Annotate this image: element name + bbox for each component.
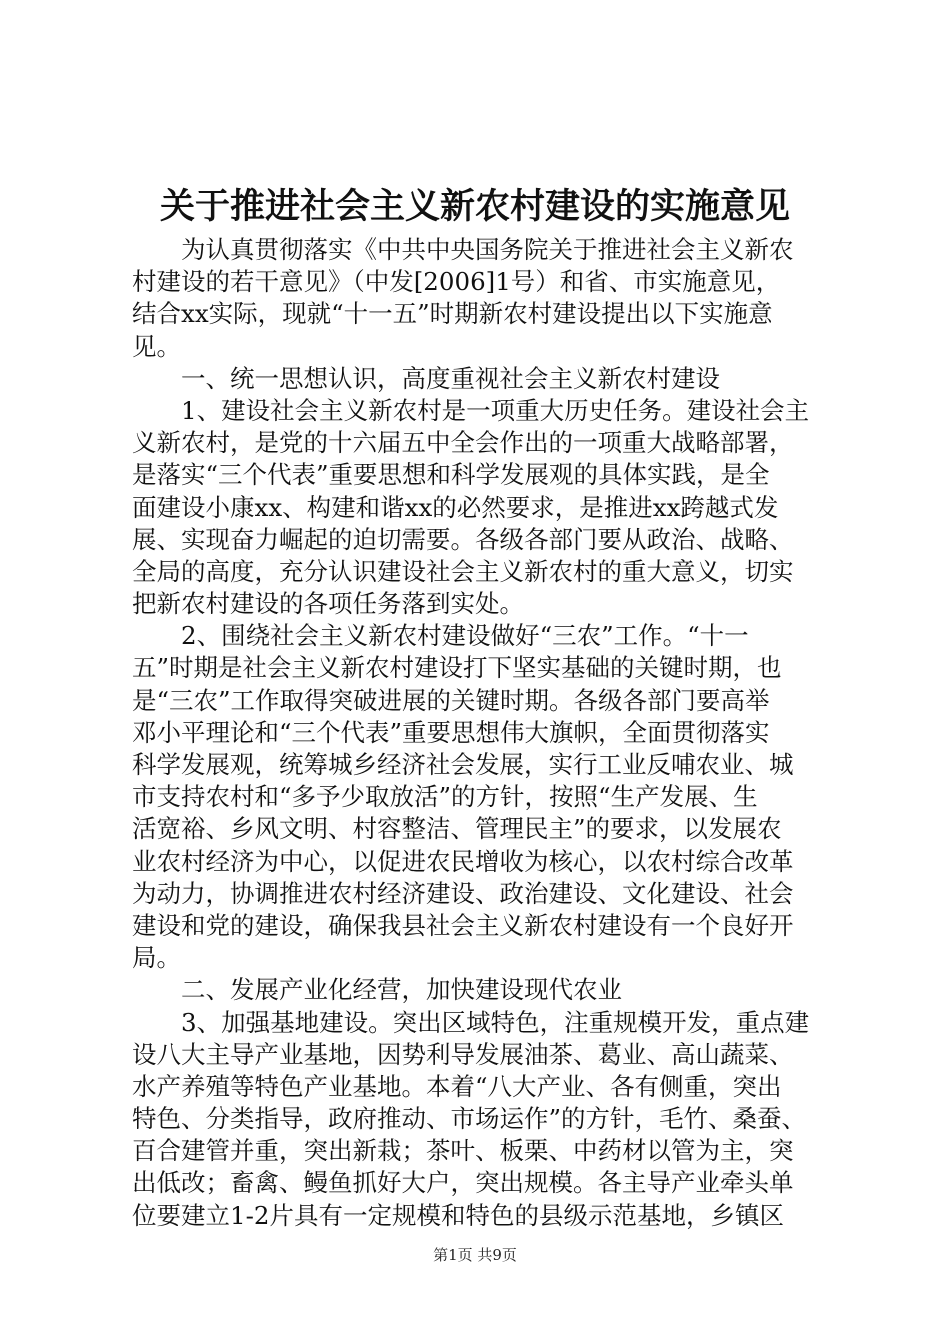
body-line: 展、实现奋力崛起的迫切需要。各级各部门要从政治、战略、	[132, 524, 794, 554]
body-line: 业农村经济为中心，以促进农民增收为核心，以农村综合改革	[132, 846, 794, 876]
body-line: 把新农村建设的各项任务落到实处。	[132, 589, 524, 619]
body-line: 百合建管并重，突出新栽；茶叶、板栗、中药材以管为主，突	[132, 1136, 794, 1166]
body-line: 结合xx实际，现就“十一五”时期新农村建设提出以下实施意	[132, 299, 773, 329]
body-line: 义新农村，是党的十六届五中全会作出的一项重大战略部署，	[132, 428, 794, 458]
body-line: 3、加强基地建设。突出区域特色，注重规模开发，重点建	[132, 1007, 810, 1037]
body-line: 设八大主导产业基地，因势利导发展油茶、葛业、高山蔬菜、	[132, 1039, 794, 1069]
body-line: 面建设小康xx、构建和谐xx的必然要求，是推进xx跨越式发	[132, 492, 779, 522]
body-line: 2、围绕社会主义新农村建设做好“三农”工作。“十一	[132, 621, 749, 651]
body-line: 活宽裕、乡风文明、村容整洁、管理民主”的要求，以发展农	[132, 814, 782, 844]
body-line: 五”时期是社会主义新农村建设打下坚实基础的关键时期，也	[132, 653, 782, 683]
body-line: 是落实“三个代表”重要思想和科学发展观的具体实践，是全	[132, 460, 770, 490]
body-line: 为动力，协调推进农村经济建设、政治建设、文化建设、社会	[132, 878, 794, 908]
body-line: 见。	[132, 331, 181, 361]
body-line: 局。	[132, 943, 181, 973]
section-heading-2: 二、发展产业化经营，加快建设现代农业	[132, 975, 622, 1005]
body-line: 村建设的若干意见》（中发[2006]1号）和省、市实施意见，	[132, 267, 781, 297]
body-line: 1、建设社会主义新农村是一项重大历史任务。建设社会主	[132, 395, 810, 425]
body-line: 科学发展观，统筹城乡经济社会发展，实行工业反哺农业、城	[132, 750, 794, 779]
section-heading-1: 一、统一思想认识，高度重视社会主义新农村建设	[132, 363, 720, 393]
body-line: 是“三农”工作取得突破进展的关键时期。各级各部门要高举	[132, 685, 770, 715]
page-number: 第1页 共9页	[433, 1246, 517, 1264]
document-title: 关于推进社会主义新农村建设的实施意见	[159, 187, 790, 227]
body-line: 水产养殖等特色产业基地。本着“八大产业、各有侧重，突出	[132, 1071, 782, 1101]
body-line: 全局的高度，充分认识建设社会主义新农村的重大意义，切实	[132, 556, 794, 586]
body-line: 市支持农村和“多予少取放活”的方针，按照“生产发展、生	[132, 782, 758, 812]
body-line: 特色、分类指导，政府推动、市场运作”的方针，毛竹、桑蚕、	[132, 1104, 807, 1134]
body-line: 出低改；畜禽、鳗鱼抓好大户，突出规模。各主导产业牵头单	[132, 1168, 794, 1198]
document-body	[132, 234, 844, 1232]
body-line: 为认真贯彻落实《中共中央国务院关于推进社会主义新农	[132, 235, 794, 264]
body-line: 位要建立1-2片具有一定规模和特色的县级示范基地，乡镇区	[132, 1200, 784, 1230]
body-line: 邓小平理论和“三个代表”重要思想伟大旗帜，全面贯彻落实	[132, 717, 770, 747]
body-line: 建设和党的建设，确保我县社会主义新农村建设有一个良好开	[132, 910, 794, 940]
